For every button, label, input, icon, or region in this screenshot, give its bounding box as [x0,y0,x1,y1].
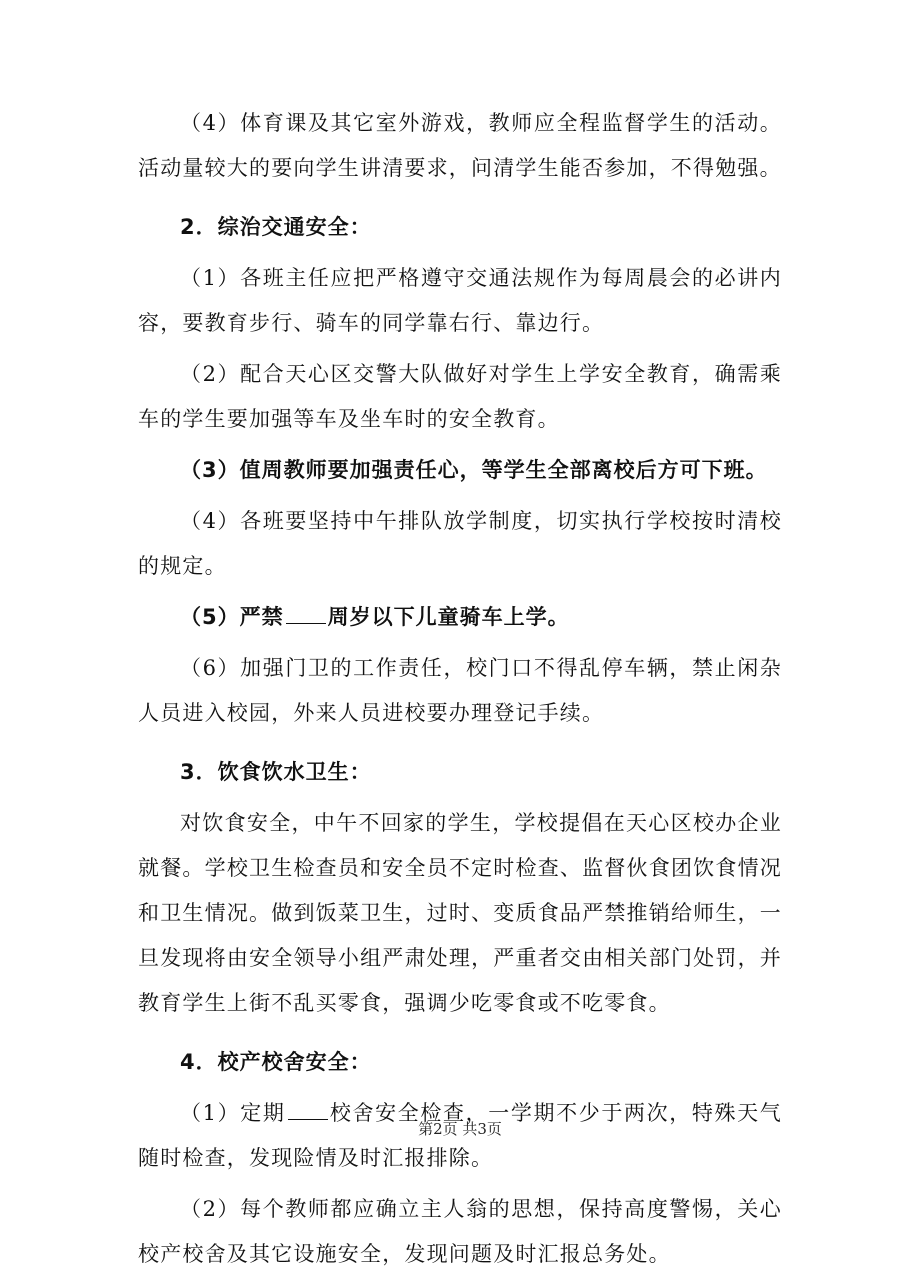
document-body [138,101,782,1277]
paragraph-traffic-police: （2）配合天心区交警大队做好对学生上学安全教育，确需乘车的学生要加强等车及坐车时的安全教育。 [138,362,782,431]
section-heading-traffic-safety: 2．综治交通安全： [180,215,372,239]
paragraph-gatekeeper: （6）加强门卫的工作责任，校门口不得乱停车辆，禁止闲杂人员进入校园，外来人员进校要办理登记手续。 [138,656,782,725]
paragraph-food-safety: 对饮食安全，中午不回家的学生，学校提倡在天心区校办企业就餐。学校卫生检查员和安全员不定时检查、监督伙食团饮食情况和卫生情况。做到饭菜卫生，过时、变质食品严禁推销给师生，一旦发现将由安全领导小组严肃处理，严重者交由相关部门处罚，并教育学生上街不乱买零食，强调少吃零食或不吃零食。 [138,811,782,1015]
paragraph-traffic-rules: （1）各班主任应把严格遵守交通法规作为每周晨会的必讲内容，要教育步行、骑车的同学靠右行、靠边行。 [138,266,782,335]
paragraph-dismissal-system: （4）各班要坚持中午排队放学制度，切实执行学校按时清校的规定。 [138,509,782,578]
paragraph-teacher-vigilance: （2）每个教师都应确立主人翁的思想，保持高度警惕，关心校产校舍及其它设施安全，发现问题及时汇报总务处。 [138,1197,782,1266]
paragraph-pe-supervision: （4）体育课及其它室外游戏，教师应全程监督学生的活动。活动量较大的要向学生讲清要求，问清学生能否参加，不得勉强。 [138,111,782,180]
page-number-footer: 第2页 共3页 [418,1120,502,1138]
paragraph-cycling-ban: （5）严禁 周岁以下儿童骑车上学。 [180,605,570,629]
fill-in-blank [286,605,326,624]
section-heading-property-safety: 4．校产校舍安全： [180,1050,372,1074]
section-heading-food-safety: 3．饮食饮水卫生： [180,760,372,784]
paragraph-building-inspection: （1）定期 校舍安全检查，一学期不少于两次，特殊天气随时检查，发现险情及时汇报排除。 [138,1101,782,1170]
paragraph-duty-teacher: （3）值周教师要加强责任心，等学生全部离校后方可下班。 [180,458,768,482]
